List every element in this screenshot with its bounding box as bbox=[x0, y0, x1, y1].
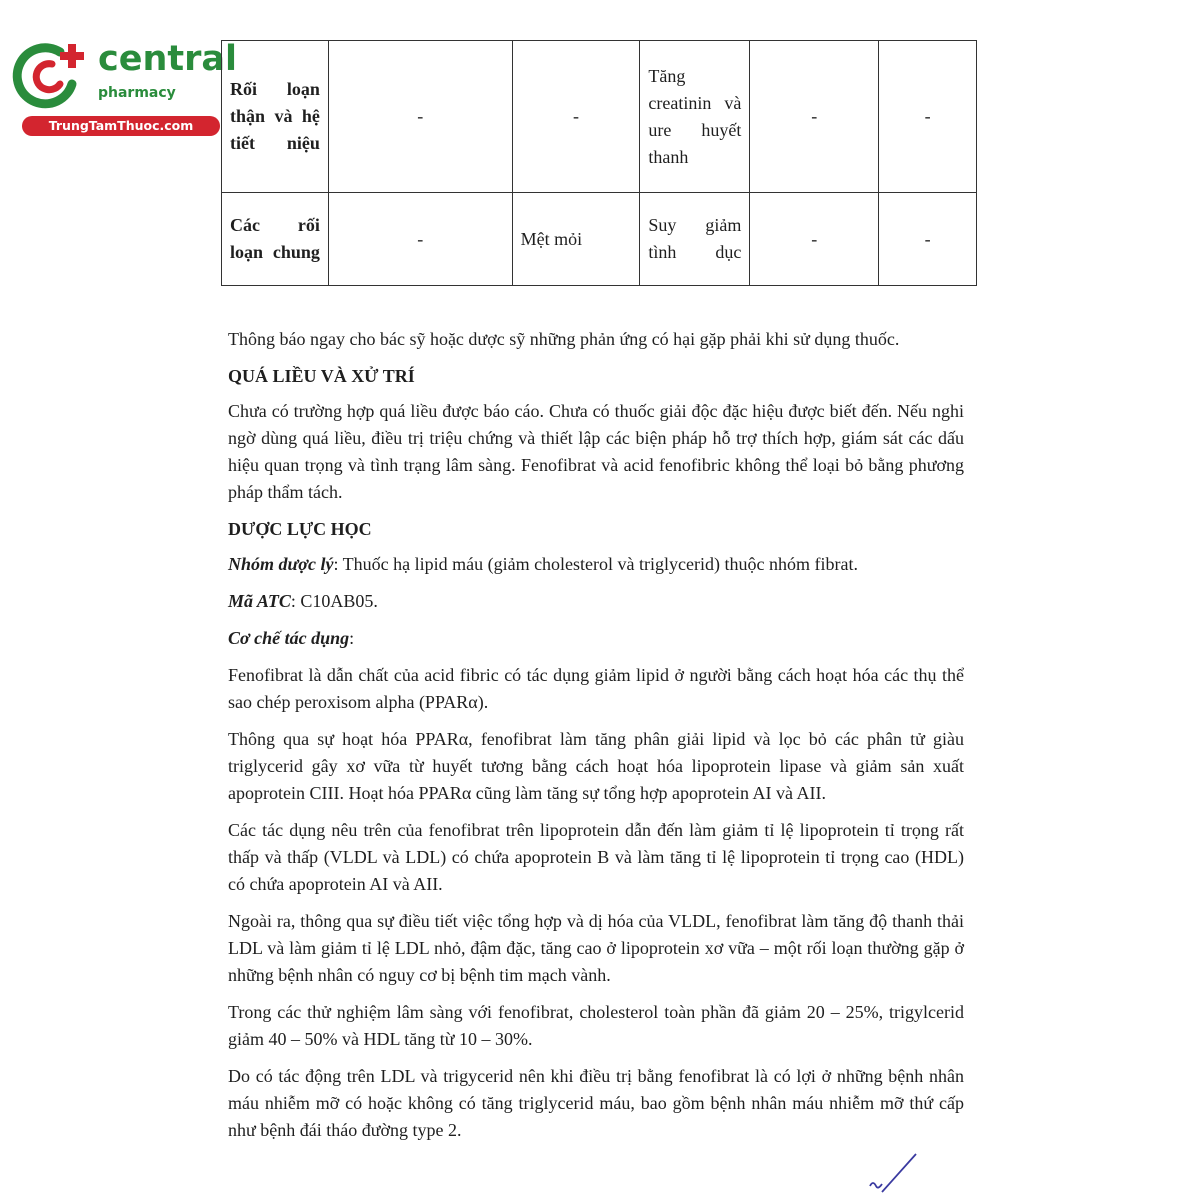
mechanism-paragraph-2: Thông qua sự hoạt hóa PPARα, fenofibrat làm tăng phân giải lipid và lọc bỏ các phân tử giàu triglycerid gây xơ vữa từ huyết tương bằng cách hoạt hóa lipoprotein lipase và giảm sản xuất apoprotein CIII. Hoạt hóa PPARα cũng làm tăng sự tổng hợp apoprotein AI và AII. bbox=[228, 729, 964, 803]
table-row bbox=[222, 41, 977, 193]
mechanism-paragraph-4: Ngoài ra, thông qua sự điều tiết việc tổng hợp và dị hóa của VLDL, fenofibrat làm tăng độ thanh thải LDL và làm giảm tỉ lệ LDL nhỏ, đậm đặc, tăng cao ở lipoprotein xơ vữa – một rối loạn thường gặp ở những bệnh nhân có nguy cơ bị bệnh tim mạch vành. bbox=[228, 911, 964, 985]
mechanism-label: Cơ chế tác dụng bbox=[228, 628, 350, 648]
table-cell: - bbox=[879, 193, 977, 286]
overdose-heading: QUÁ LIỀU VÀ XỬ TRÍ bbox=[228, 366, 415, 386]
mechanism-label-line bbox=[228, 625, 964, 652]
mechanism-paragraph-3: Các tác dụng nêu trên của fenofibrat trên lipoprotein dẫn đến làm giảm tỉ lệ lipoprotein tỉ trọng rất thấp và thấp (VLDL và LDL) có chứa apoprotein B và làm tăng tỉ lệ lipoprotein tỉ trọng cao (HDL) có chứa apoprotein AI và AII. bbox=[228, 820, 964, 894]
signature-mark-icon bbox=[860, 1148, 930, 1198]
overdose-paragraph: Chưa có trường hợp quá liều được báo cáo. Chưa có thuốc giải độc đặc hiệu được biết đến. Nếu nghi ngờ dùng quá liều, điều trị triệu chứng và thiết lập các biện pháp hỗ trợ thích hợp, giám sát các dấu hiệu quan trọng và tình trạng lâm sàng. Fenofibrat và acid fenofibric không thể loại bỏ bằng phương pháp thẩm tách. bbox=[228, 401, 964, 502]
mechanism-colon: : bbox=[349, 628, 355, 648]
table-cell: - bbox=[512, 41, 640, 193]
table-cell-label: Rối loạn thận và hệ tiết niệu bbox=[222, 41, 329, 193]
atc-label: Mã ATC bbox=[228, 591, 291, 611]
table-cell: - bbox=[750, 193, 879, 286]
table-cell: - bbox=[328, 41, 512, 193]
table-cell: - bbox=[879, 41, 977, 193]
table-cell-label: Các rối loạn chung bbox=[222, 193, 329, 286]
brand-subtitle: pharmacy bbox=[98, 85, 176, 101]
pharmacodynamics-heading: DƯỢC LỰC HỌC bbox=[228, 519, 372, 539]
notice-paragraph: Thông báo ngay cho bác sỹ hoặc dược sỹ những phản ứng có hại gặp phải khi sử dụng thuốc. bbox=[228, 329, 900, 349]
group-label: Nhóm dược lý bbox=[228, 554, 334, 574]
central-pharmacy-logo[interactable] bbox=[10, 36, 238, 136]
table-cell: - bbox=[328, 193, 512, 286]
table-cell: Tăng creatinin và ure huyết thanh bbox=[640, 41, 750, 193]
atc-text: : C10AB05. bbox=[290, 591, 378, 611]
clinical-trials-paragraph: Trong các thử nghiệm lâm sàng với fenofibrat, cholesterol toàn phần đã giảm 20 – 25%, trigylcerid giảm 40 – 50% và HDL tăng từ 10 – 30%. bbox=[228, 1002, 964, 1049]
pharmacologic-group bbox=[228, 551, 964, 578]
brand-url-badge[interactable]: TrungTamThuoc.com bbox=[22, 116, 220, 136]
table-cell: Mệt mỏi bbox=[512, 193, 640, 286]
brand-name: central bbox=[98, 39, 238, 79]
group-text: : Thuốc hạ lipid máu (giảm cholesterol và triglycerid) thuộc nhóm fibrat. bbox=[333, 554, 858, 574]
atc-code bbox=[228, 588, 964, 615]
mechanism-paragraph-1: Fenofibrat là dẫn chất của acid fibric có tác dụng giảm lipid ở người bằng cách hoạt hóa các thụ thể sao chép peroxisom alpha (PPARα). bbox=[228, 665, 964, 712]
document-body bbox=[228, 326, 964, 1154]
table-cell: Suy giảm tình dục bbox=[640, 193, 750, 286]
benefit-paragraph: Do có tác động trên LDL và trigycerid nên khi điều trị bằng fenofibrat là có lợi ở những bệnh nhân máu nhiễm mỡ có hoặc không có tăng triglycerid máu, bao gồm bệnh nhân máu nhiễm mỡ thứ cấp như bệnh đái tháo đường type 2. bbox=[228, 1066, 964, 1140]
adverse-reactions-table bbox=[221, 40, 977, 286]
pharmacy-logo-icon bbox=[10, 40, 92, 110]
table-row bbox=[222, 193, 977, 286]
table-cell: - bbox=[750, 41, 879, 193]
